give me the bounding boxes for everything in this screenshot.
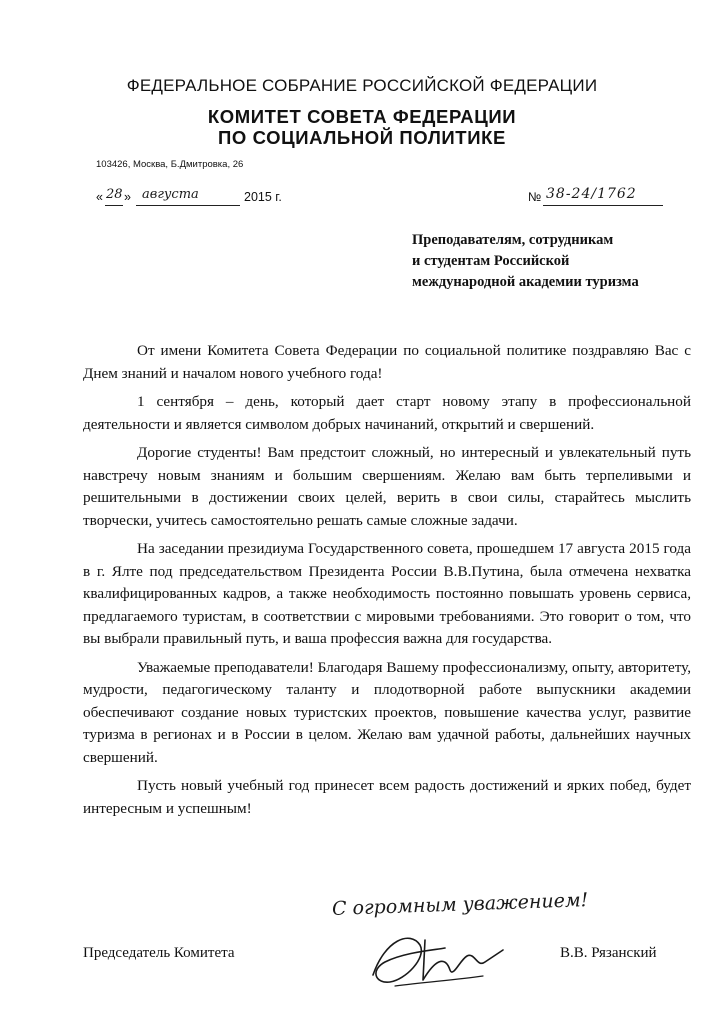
signer-name: В.В. Рязанский: [560, 945, 657, 961]
letter-date: [96, 187, 296, 210]
letter-body: [83, 340, 691, 826]
organization-name: ФЕДЕРАЛЬНОЕ СОБРАНИЕ РОССИЙСКОЙ ФЕДЕРАЦИИ: [126, 76, 598, 95]
handwritten-greeting: С огромным уважением!: [331, 889, 589, 920]
signer-title: Председатель Комитета: [83, 945, 235, 961]
date-open-quote: «: [96, 190, 103, 204]
body-paragraph-3: Дорогие студенты! Вам предстоит сложный, но интересный и увлекательный путь навстречу новым знаниям и большим свершениям. Желаю вам быть терпеливыми и решительными в достижении своих целей, верить в свои силы, старайтесь мыслить творчески, учитесь самостоятельно решать самые сложные задачи.: [83, 444, 691, 529]
body-paragraph-4: На заседании президиума Государственного совета, прошедшем 17 августа 2015 года в г. Ялте под председательством Президента России В.В.Путина, была отмечена нехватка квалифицированных кадров, а также необходимость постоянно повышать уровень сервиса, предлагаемого туристам, в соответствии с мировыми требованиями. Это говорит о том, что вы выбрали правильный путь, и ваша профессия важна для государства.: [83, 540, 691, 647]
date-year: 2015 г.: [244, 190, 282, 204]
body-paragraph-1: От имени Комитета Совета Федерации по социальной политике поздравляю Вас с Днем знаний и началом нового учебного года!: [83, 342, 691, 382]
date-month: августа: [142, 187, 199, 202]
date-day: 28: [106, 187, 123, 202]
body-paragraph-6: Пусть новый учебный год принесет всем радость достижений и ярких побед, будет интересным и успешным!: [83, 777, 691, 817]
date-day-underline: [105, 205, 123, 206]
number-prefix: №: [528, 190, 542, 204]
date-month-underline: [136, 205, 240, 206]
number-value: 38-24/1762: [546, 186, 637, 202]
handwritten-signature: [365, 920, 515, 990]
letter-number: [528, 186, 668, 210]
number-underline: [543, 205, 663, 206]
body-paragraph-2: 1 сентября – день, который дает старт новому этапу в профессиональной деятельности и является символом добрых начинаний, открытий и свершений.: [83, 393, 691, 433]
addressee-line3: международной академии туризма: [412, 274, 639, 290]
date-close-quote: »: [124, 190, 131, 204]
body-paragraph-5: Уважаемые преподаватели! Благодаря Вашему профессионализму, опыту, авторитету, мудрости, педагогическому таланту и плодотворной работе выпускники академии обеспечивают создание новых туристских проектов, повышение качества услуг, развитие туризма в регионах и в России в целом. Желаю вам удачной работы, дальнейших научных свершений.: [83, 658, 691, 766]
addressee-block: [412, 230, 639, 293]
committee-name-line2: ПО СОЦИАЛЬНОЙ ПОЛИТИКЕ: [218, 127, 506, 148]
addressee-line2: и студентам Российской: [412, 253, 570, 269]
letterhead-address: 103426, Москва, Б.Дмитровка, 26: [96, 159, 244, 170]
addressee-line1: Преподавателям, сотрудникам: [412, 232, 614, 248]
committee-name-line1: КОМИТЕТ СОВЕТА ФЕДЕРАЦИИ: [207, 106, 517, 127]
